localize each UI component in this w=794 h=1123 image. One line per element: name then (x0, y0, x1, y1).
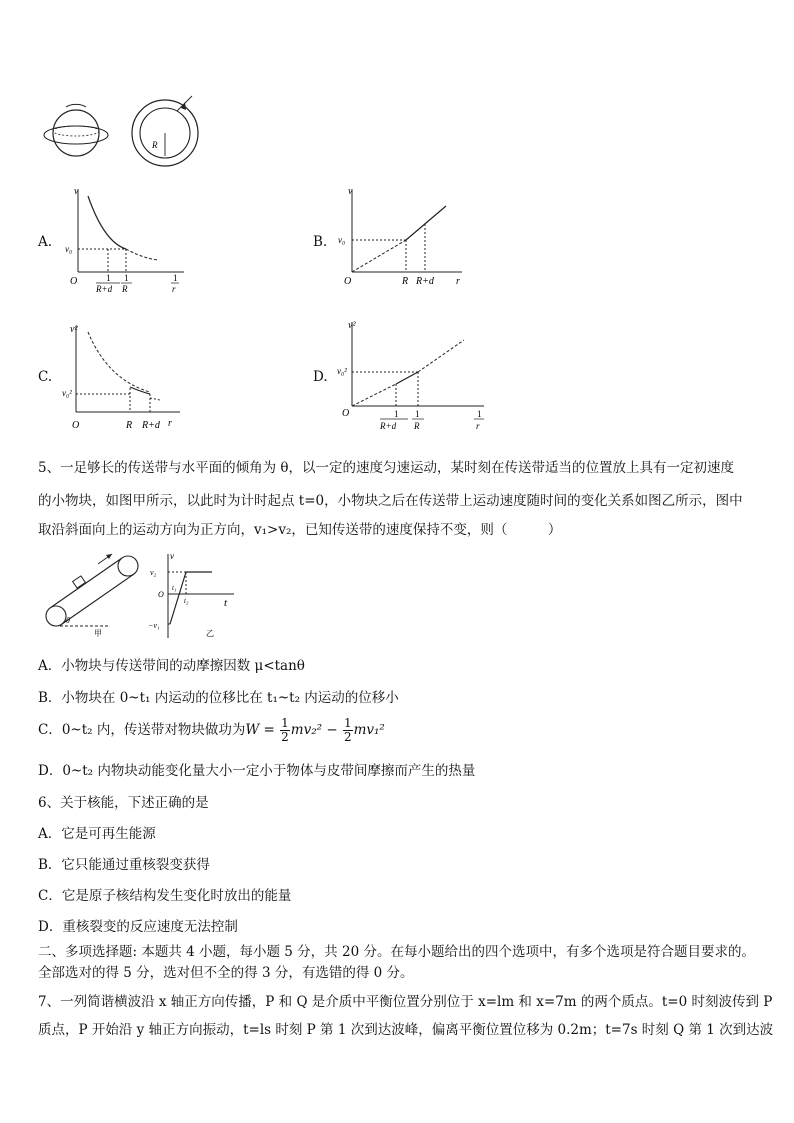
graph-d-tick1-num: 1 (394, 409, 399, 419)
graph-a-tick1-den: R+d (96, 284, 113, 294)
q6-option-d: D．重核裂变的反应速度无法控制 (38, 919, 238, 935)
q5-option-c-lhs: W = (245, 722, 275, 738)
q7-stem-line2: 质点，P 开始沿 y 轴正方向振动，t=ls 时刻 P 第 1 次到达波峰，偏离平衡位置位移为 0.2m；t=7s 时刻 Q 第 1 次到达波 (38, 1022, 774, 1038)
section2-instructions-line2: 全部选对的得 5 分，选对但不全的得 3 分，有选错的得 0 分。 (38, 965, 414, 981)
q5-option-c-term2: mv₁² (353, 722, 385, 738)
graph-c-ylabel: v² (70, 324, 78, 335)
graph-d-xaxis-num: 1 (477, 409, 482, 419)
q5-option-b: B．小物块在 0~t₁ 内运动的位移比在 t₁~t₂ 内运动的位移小 (38, 690, 399, 706)
yi-ylabel: v (170, 551, 174, 561)
vt-graph-yi (140, 550, 240, 640)
graph-b-v0: v₀ (338, 235, 346, 245)
graph-d-tick2-den: R (414, 421, 420, 431)
q7-stem-line1: 7、一列简谐横波沿 x 轴正方向传播，P 和 Q 是介质中平衡位置分别位于 x=lm 和 x=7m 的两个质点。t=0 时刻波传到 P (38, 994, 773, 1010)
q6-option-a: A．它是可再生能源 (38, 826, 156, 842)
q6-option-b: B．它只能通过重核裂变获得 (38, 857, 210, 873)
graph-d-v0: v₀² (337, 366, 347, 376)
q5-option-d: D．0~t₂ 内物块动能变化量大小一定小于物体与皮带间摩擦而产生的热量 (38, 763, 476, 779)
yi-caption: 乙 (206, 629, 214, 638)
graph-d-tick1-den: R+d (380, 421, 397, 431)
yi-v2-label: v₂ (150, 568, 157, 577)
q5-option-c-prefix: C．0~t₂ 内，传送带对物块做功为 (38, 722, 246, 738)
q5-stem-line2: 的小物块，如图甲所示，以此时为计时起点 t=0，小物块之后在传送带上运动速度随时间的变化关系如图乙所示，图中 (38, 493, 743, 509)
graph-d-tick2-num: 1 (415, 409, 420, 419)
graph-b-ylabel: v (348, 186, 353, 197)
graph-d-xaxis-den: r (476, 421, 480, 431)
graph-a-origin: O (70, 276, 78, 287)
graph-b-xaxis: r (456, 276, 460, 287)
yi-xlabel: t (224, 597, 228, 609)
graph-c-origin: O (72, 420, 80, 431)
fraction-half-2: $\frac{1}{2}$ (343, 716, 352, 744)
option-c-label: C. (38, 369, 53, 385)
graph-c-tick2: R+d (142, 420, 160, 431)
yi-t1-label: t₁ (172, 584, 177, 592)
conveyor-figure-jia (40, 550, 140, 638)
option-d-label: D. (313, 369, 328, 385)
graph-d-origin: O (342, 408, 350, 419)
jia-angle-label: θ (66, 616, 70, 625)
graph-b-tick2: R+d (416, 276, 434, 287)
graph-a-tick2-den: R (122, 284, 128, 294)
section2-instructions-line1: 二、多项选择题: 本题共 4 小题，每小题 5 分，共 20 分。在每小题给出的四个选项中，有多个选项是符合题目要求的。 (38, 944, 755, 960)
graph-b-tick1: R (402, 276, 409, 287)
graph-b-origin: O (344, 276, 352, 287)
yi-neg-v1-label: −v₁ (148, 621, 160, 630)
graph-d (338, 318, 488, 434)
graph-c-v0: v₀² (62, 388, 72, 398)
q5-option-c (38, 715, 385, 745)
graph-d-ylabel: v² (348, 320, 356, 331)
graph-a-v0: v₀ (65, 244, 73, 254)
graph-a (66, 186, 190, 298)
planet-figure (40, 98, 200, 168)
graph-a-ylabel: v (74, 186, 79, 197)
jia-caption: 甲 (94, 629, 102, 638)
q5-option-c-term1: mv₂² (290, 722, 323, 738)
graph-a-tick2-num: 1 (124, 273, 129, 283)
graph-a-tick1-num: 1 (106, 273, 111, 283)
graph-c-xaxis: r (168, 418, 172, 429)
q5-option-a: A．小物块与传送带间的动摩擦因数 μ<tanθ (38, 658, 305, 674)
ring-radius-label: R (152, 140, 158, 150)
q6-stem: 6、关于核能，下述正确的是 (38, 795, 209, 811)
q5-stem-line1: 5、一足够长的传送带与水平面的倾角为 θ，以一定的速度匀速运动，某时刻在传送带适当的位置放上具有一定初速度 (38, 460, 735, 476)
graph-c-tick1: R (126, 420, 133, 431)
option-a-label: A. (38, 234, 53, 250)
q5-option-c-minus: − (326, 722, 338, 738)
yi-origin: O (158, 590, 164, 599)
option-b-label: B. (313, 234, 328, 250)
graph-a-xaxis-den: r (172, 284, 176, 294)
graph-b (340, 186, 470, 290)
graph-a-xaxis-num: 1 (173, 273, 178, 283)
yi-t2-label: t₂ (184, 597, 189, 605)
q6-option-c: C．它是原子核结构发生变化时放出的能量 (38, 888, 292, 904)
fraction-half-1: $\frac{1}{2}$ (281, 716, 289, 744)
q5-stem-line3: 取沿斜面向上的运动方向为正方向，v₁>v₂，已知传送带的速度保持不变，则（ ） (38, 522, 562, 538)
graph-c (64, 322, 186, 432)
